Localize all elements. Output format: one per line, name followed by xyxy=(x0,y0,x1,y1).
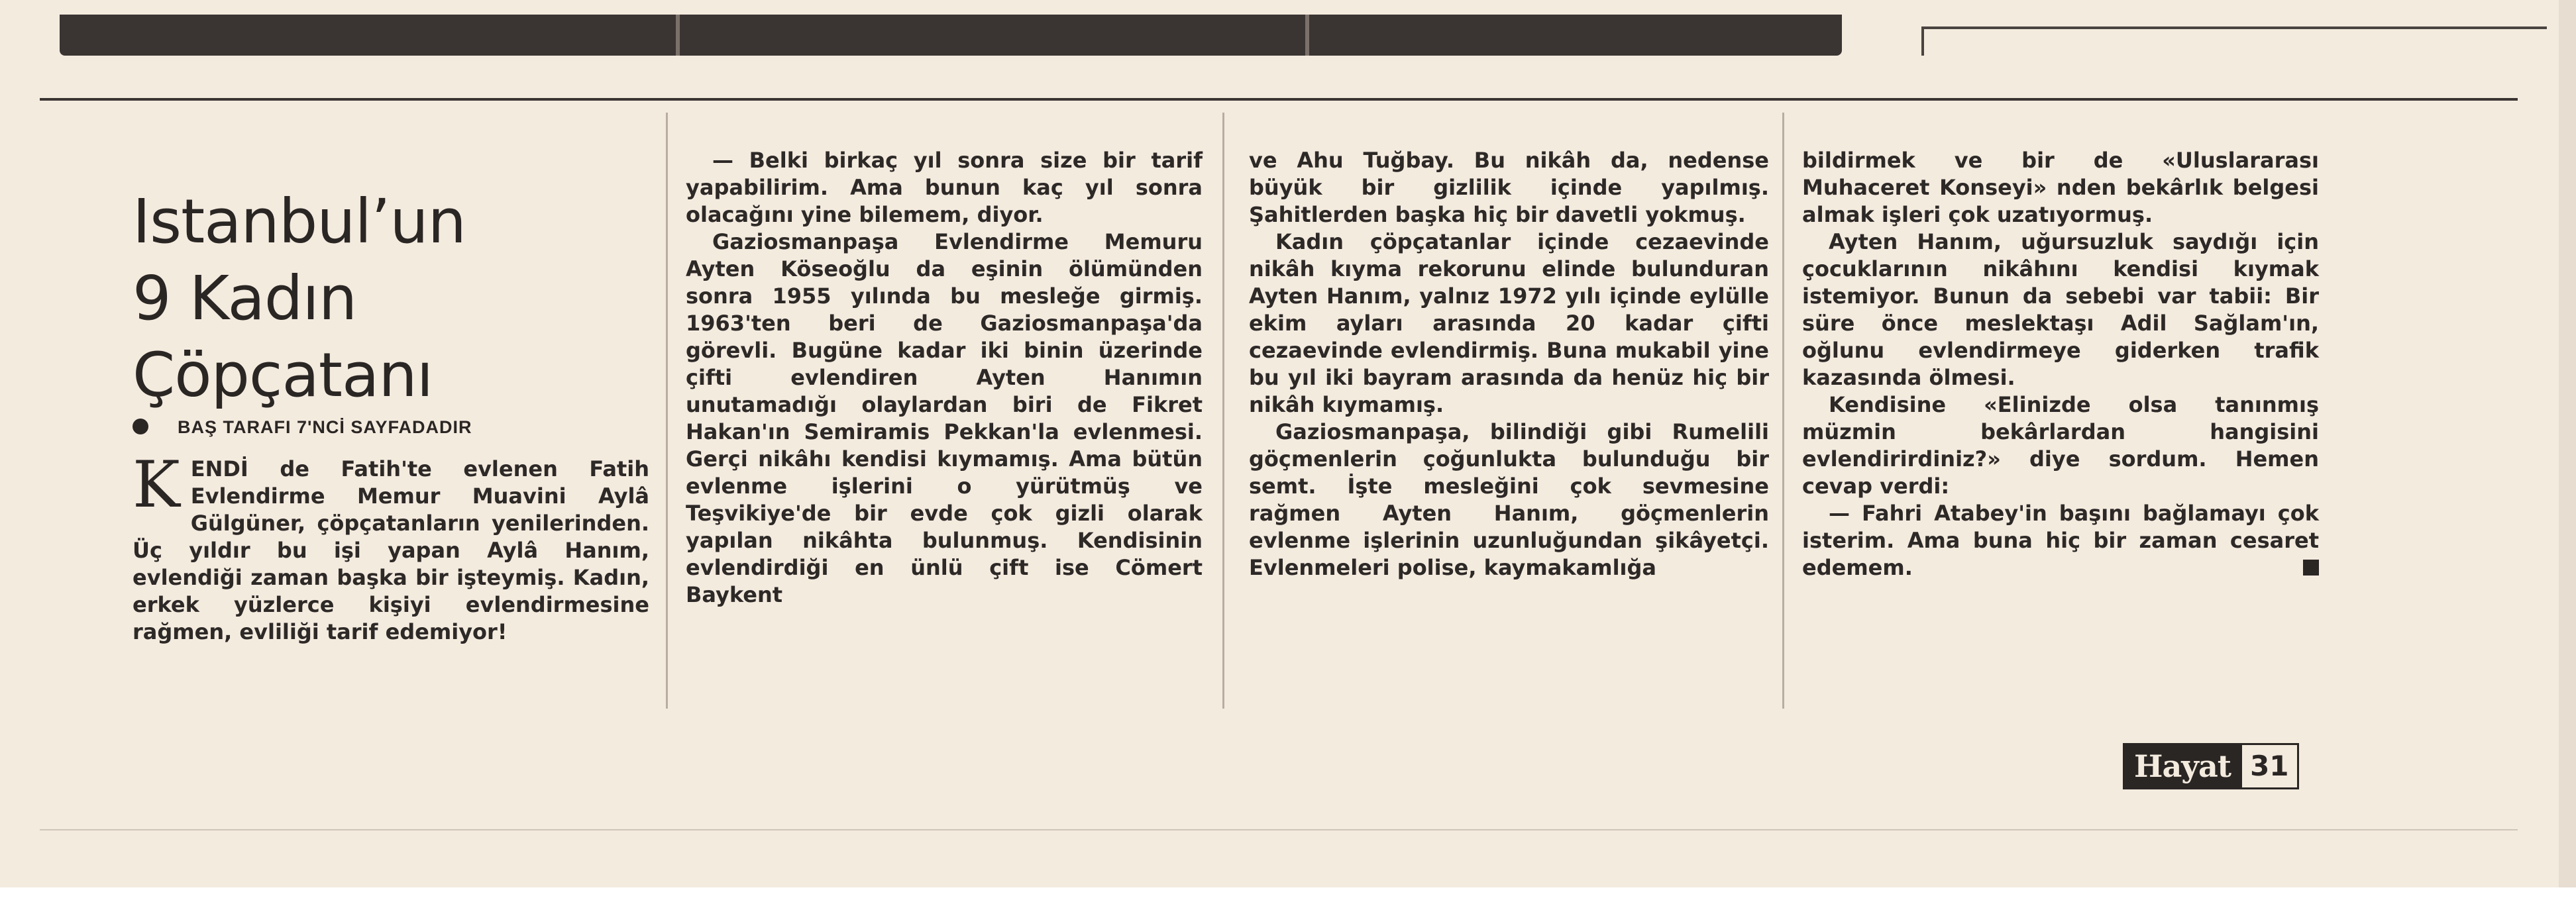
page-number: 31 xyxy=(2240,745,2296,787)
paragraph: Gaziosmanpaşa Evlendirme Memuru Ayten Köseoğlu da eşinin ölümünden sonra 1955 yılında bu mesleğe girmiş. 1963'ten beri de Gaziosmanpaşa'da görevli. Bugüne kadar iki binin üzerinde çifti evlendiren Ayten Hanımın unutamadığı olaylardan biri de Fikret Hakan'ın Semiramis Pekkan'la evlenmesi. Gerçi nikâhı kendisi kıymamış. Ama bütün evlenme işlerini o yürütmüş ve Teşvikiye'de bir evde çok gizli olarak yapılan nikâhta bulunmuş. Kendisinin evlendirdiği en ünlü çift ise Cömert Baykent xyxy=(686,229,1203,607)
headline-line: Istanbul’un xyxy=(133,185,466,257)
paragraph: Ayten Hanım, uğursuzluk saydığı için çocuklarının nikâhını kendisi kıymak istemiyor. Bunun da sebebi var tabii: Bir süre önce meslektaşı Adil Sağlam'ın, oğlunu evlendirmeye giderken trafik kazasında ölmesi. xyxy=(1802,229,2319,390)
column-divider xyxy=(1782,113,1784,709)
magazine-footer xyxy=(2123,743,2299,789)
paragraph xyxy=(133,448,649,646)
paragraph: — Belki birkaç yıl sonra size bir tarif yapabilirim. Ama bunun kaç yıl sonra olacağını yine bilemem, diyor. xyxy=(686,148,1203,227)
torn-edge xyxy=(2559,0,2576,887)
top-right-frame xyxy=(1921,26,2547,56)
article-column-2 xyxy=(686,147,1203,609)
article-column-3 xyxy=(1249,147,1769,581)
paragraph: ve Ahu Tuğbay. Bu nikâh da, nedense büyük bir gizlilik içinde yapılmış. Şahitlerden başka hiç bir davetli yokmuş. xyxy=(1249,148,1769,227)
paragraph: Kadın çöpçatanlar içinde cezaevinde nikâh kıyma rekorunu elinde bulunduran Ayten Hanım, yalnız 1972 yılı içinde eylülle ekim ayları arasında 20 kadar çifti cezaevinde evlendirmiş. Buna mukabil yine bu yıl iki bayram arasında da henüz hiç bir nikâh kıymamış. xyxy=(1249,229,1769,417)
paragraph: Kendisine «Elinizde olsa tanınmış müzmin bekârlardan hangisini evlendirirdiniz?» diye sordum. Hemen cevap verdi: xyxy=(1802,392,2319,499)
paragraph-text: — Fahri Atabey'in başını bağlamayı çok isterim. Ama buna hiç bir zaman cesaret edemem. xyxy=(1802,501,2319,580)
strip-divider xyxy=(1305,15,1309,56)
article-headline xyxy=(133,183,563,414)
article-column-4 xyxy=(1802,147,2319,581)
paragraph xyxy=(1802,500,2319,581)
end-mark-icon xyxy=(2303,560,2319,576)
column-divider xyxy=(666,113,668,709)
headline-line: 9 Kadın xyxy=(133,262,357,334)
top-header-strip xyxy=(60,15,1842,56)
paragraph-text: ENDİ de Fatih'te evlenen Fatih Evlendirme Memur Muavini Aylâ Gülgüner, çöpçatanların yenilerinden. Üç yıldır bu işi yapan Aylâ Hanım, evlendiği zaman başka bir işteymiş. Kadın, erkek yüzlerce kişiyi evlendirmesine rağmen, evliliği tarif edemiyor! xyxy=(133,456,649,644)
continuation-note xyxy=(133,417,649,438)
top-rule xyxy=(40,98,2518,101)
drop-cap: K xyxy=(133,448,180,522)
bullet-icon xyxy=(133,419,148,434)
paragraph: bildirmek ve bir de «Uluslararası Muhaceret Konseyi» nden bekârlık belgesi almak işleri çok uzatıyormuş. xyxy=(1802,148,2319,227)
bottom-rule xyxy=(40,829,2518,830)
strip-divider xyxy=(676,15,680,56)
paragraph: Gaziosmanpaşa, bilindiği gibi Rumelili göçmenlerin çoğunlukta bulunduğu bir semt. İşte mesleğini çok sevmesine rağmen Ayten Hanım, göçmenlerin evlenme işlerinin uzunluğundan şikâyetçi. Evlenmeleri polise, kaymakamlığa xyxy=(1249,419,1769,580)
headline-line: Çöpçatanı xyxy=(133,339,433,411)
column-divider xyxy=(1222,113,1224,709)
magazine-name: Hayat xyxy=(2125,745,2240,787)
continuation-text: BAŞ TARAFI 7'NCİ SAYFADADIR xyxy=(178,417,472,437)
article-column-1 xyxy=(133,448,649,646)
